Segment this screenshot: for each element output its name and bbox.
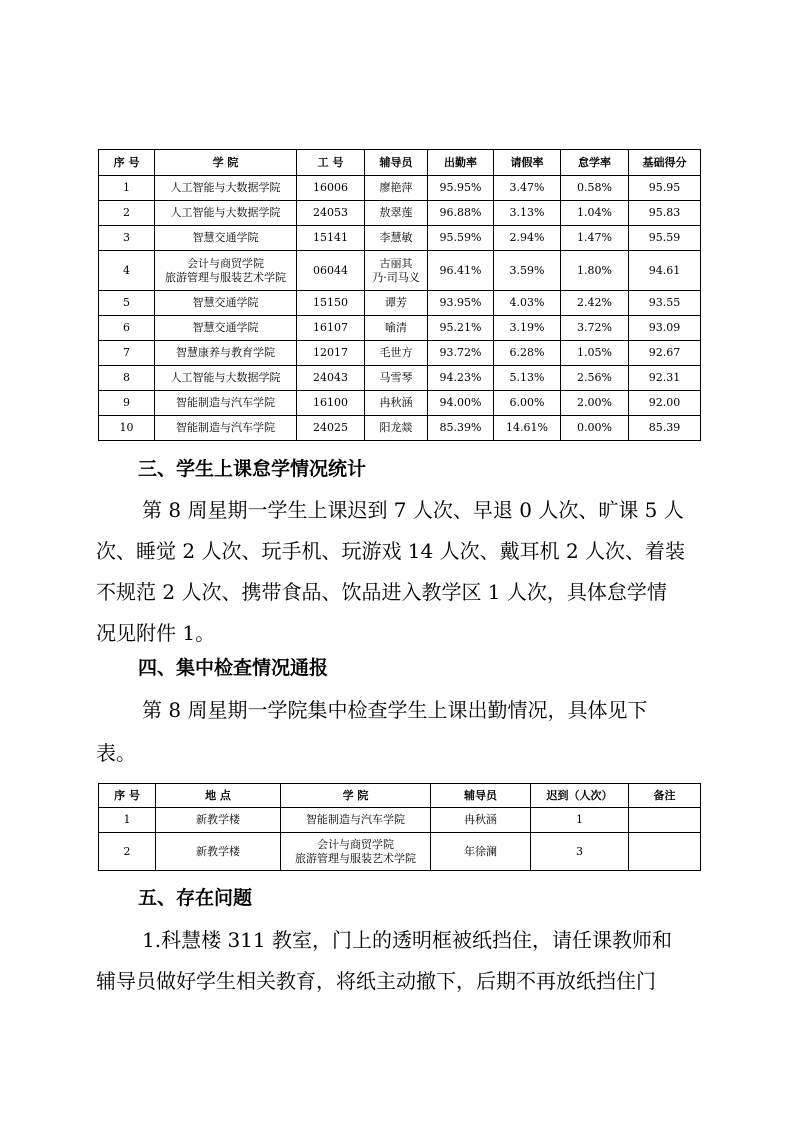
cell-leave: 3.59% [494, 251, 561, 291]
header-counselor: 辅导员 [431, 784, 531, 808]
cell-leave: 6.00% [494, 391, 561, 416]
section5-paragraph [96, 920, 706, 1002]
cell-no: 4 [99, 251, 155, 291]
section3-line1: 第 8 周星期一学生上课迟到 7 人次、早退 0 人次、旷课 5 人 [142, 498, 684, 522]
counselor-ranking-table [98, 149, 701, 441]
cell-truancy: 0.58% [561, 176, 629, 201]
header-late: 迟到（人次） [531, 784, 629, 808]
cell-leave: 3.47% [494, 176, 561, 201]
table-header-row [99, 784, 701, 808]
cell-attendance: 96.88% [428, 201, 494, 226]
header-college: 学 院 [155, 150, 297, 176]
section4-paragraph [96, 690, 706, 774]
section4-heading: 四、集中检查情况通报 [138, 657, 329, 679]
cell-score: 93.09 [629, 316, 701, 341]
cell-score: 94.61 [629, 251, 701, 291]
cell-attendance: 93.72% [428, 341, 494, 366]
cell-attendance: 93.95% [428, 291, 494, 316]
cell-attendance: 94.00% [428, 391, 494, 416]
section4-line2: 表。 [96, 741, 136, 765]
cell-college: 智慧交通学院 [155, 226, 297, 251]
header-leave: 请假率 [494, 150, 561, 176]
cell-counselor-line1: 古丽其 [379, 256, 413, 270]
inspection-table [98, 783, 701, 871]
cell-score: 95.95 [629, 176, 701, 201]
cell-counselor: 毛世方 [365, 341, 428, 366]
table-row [99, 341, 701, 366]
cell-leave: 3.19% [494, 316, 561, 341]
cell-attendance: 85.39% [428, 416, 494, 441]
cell-truancy: 2.00% [561, 391, 629, 416]
section3-paragraph [96, 490, 706, 654]
cell-college: 智慧交通学院 [155, 291, 297, 316]
section5-heading: 五、存在问题 [138, 887, 253, 909]
cell-college: 智能制造与汽车学院 [281, 808, 431, 833]
cell-attendance: 95.21% [428, 316, 494, 341]
table-header-row [99, 150, 701, 176]
cell-id: 16006 [297, 176, 365, 201]
section4-line1: 第 8 周星期一学院集中检查学生上课出勤情况，具体见下 [142, 698, 648, 722]
cell-counselor: 李慧敏 [365, 226, 428, 251]
header-score: 基础得分 [629, 150, 701, 176]
cell-no: 2 [99, 833, 156, 871]
header-attendance: 出勤率 [428, 150, 494, 176]
cell-id: 16100 [297, 391, 365, 416]
cell-college: 智能制造与汽车学院 [155, 416, 297, 441]
table-row [99, 201, 701, 226]
header-no: 序 号 [99, 150, 155, 176]
cell-id: 24043 [297, 366, 365, 391]
cell-truancy: 0.00% [561, 416, 629, 441]
cell-college: 人工智能与大数据学院 [155, 176, 297, 201]
cell-leave: 3.13% [494, 201, 561, 226]
cell-counselor [365, 251, 428, 291]
cell-id: 24053 [297, 201, 365, 226]
cell-note [629, 833, 701, 871]
cell-id: 06044 [297, 251, 365, 291]
cell-college: 人工智能与大数据学院 [155, 201, 297, 226]
cell-no: 10 [99, 416, 155, 441]
cell-leave: 4.03% [494, 291, 561, 316]
table-row [99, 391, 701, 416]
cell-id: 15150 [297, 291, 365, 316]
cell-college: 智能制造与汽车学院 [155, 391, 297, 416]
cell-late: 3 [531, 833, 629, 871]
cell-college: 智慧康养与教育学院 [155, 341, 297, 366]
cell-leave: 14.61% [494, 416, 561, 441]
cell-late: 1 [531, 808, 629, 833]
cell-score: 85.39 [629, 416, 701, 441]
cell-truancy: 1.80% [561, 251, 629, 291]
table-row [99, 291, 701, 316]
cell-id: 15141 [297, 226, 365, 251]
cell-score: 92.67 [629, 341, 701, 366]
cell-score: 95.83 [629, 201, 701, 226]
cell-truancy: 2.42% [561, 291, 629, 316]
cell-score: 95.59 [629, 226, 701, 251]
cell-place: 新教学楼 [156, 808, 281, 833]
cell-score: 92.00 [629, 391, 701, 416]
section5-line1: 1.科慧楼 311 教室，门上的透明框被纸挡住，请任课教师和 [142, 928, 672, 952]
cell-truancy: 3.72% [561, 316, 629, 341]
cell-no: 1 [99, 808, 156, 833]
cell-no: 6 [99, 316, 155, 341]
header-no: 序 号 [99, 784, 156, 808]
table-row [99, 833, 701, 871]
cell-college-line1: 会计与商贸学院 [317, 837, 394, 851]
cell-note [629, 808, 701, 833]
header-truancy: 怠学率 [561, 150, 629, 176]
cell-leave: 2.94% [494, 226, 561, 251]
cell-counselor: 冉秋涵 [365, 391, 428, 416]
cell-counselor: 马雪琴 [365, 366, 428, 391]
header-place: 地 点 [156, 784, 281, 808]
table-row [99, 366, 701, 391]
cell-no: 5 [99, 291, 155, 316]
cell-counselor-line2: 乃·司马义 [372, 270, 420, 284]
cell-no: 2 [99, 201, 155, 226]
section3-line4: 况见附件 1。 [96, 621, 216, 645]
cell-college [155, 251, 297, 291]
section3-heading: 三、学生上课怠学情况统计 [138, 458, 367, 480]
cell-leave: 6.28% [494, 341, 561, 366]
cell-counselor: 谭芳 [365, 291, 428, 316]
header-id: 工 号 [297, 150, 365, 176]
cell-counselor: 年徐澜 [431, 833, 531, 871]
cell-college-line2: 旅游管理与服装艺术学院 [165, 270, 286, 284]
cell-college: 智慧交通学院 [155, 316, 297, 341]
cell-attendance: 96.41% [428, 251, 494, 291]
cell-score: 92.31 [629, 366, 701, 391]
header-college: 学 院 [281, 784, 431, 808]
cell-counselor: 廖艳萍 [365, 176, 428, 201]
header-note: 备注 [629, 784, 701, 808]
table-row [99, 316, 701, 341]
cell-counselor: 喻清 [365, 316, 428, 341]
cell-attendance: 94.23% [428, 366, 494, 391]
cell-truancy: 2.56% [561, 366, 629, 391]
cell-college-line1: 会计与商贸学院 [187, 256, 264, 270]
table-row [99, 808, 701, 833]
cell-no: 8 [99, 366, 155, 391]
section5-line2: 辅导员做好学生相关教育，将纸主动撤下，后期不再放纸挡住门 [96, 969, 656, 993]
cell-id: 16107 [297, 316, 365, 341]
cell-counselor: 敖翠莲 [365, 201, 428, 226]
table-row [99, 251, 701, 291]
header-counselor: 辅导员 [365, 150, 428, 176]
cell-truancy: 1.05% [561, 341, 629, 366]
cell-id: 24025 [297, 416, 365, 441]
cell-attendance: 95.59% [428, 226, 494, 251]
cell-attendance: 95.95% [428, 176, 494, 201]
cell-counselor: 阳龙燚 [365, 416, 428, 441]
cell-truancy: 1.47% [561, 226, 629, 251]
cell-leave: 5.13% [494, 366, 561, 391]
cell-college [281, 833, 431, 871]
table-row [99, 416, 701, 441]
table-row [99, 176, 701, 201]
cell-college-line2: 旅游管理与服装艺术学院 [295, 851, 416, 865]
cell-no: 3 [99, 226, 155, 251]
cell-id: 12017 [297, 341, 365, 366]
cell-no: 9 [99, 391, 155, 416]
cell-counselor: 冉秋涵 [431, 808, 531, 833]
cell-truancy: 1.04% [561, 201, 629, 226]
cell-score: 93.55 [629, 291, 701, 316]
cell-place: 新教学楼 [156, 833, 281, 871]
cell-college: 人工智能与大数据学院 [155, 366, 297, 391]
cell-no: 1 [99, 176, 155, 201]
section3-line3: 不规范 2 人次、携带食品、饮品进入教学区 1 人次，具体怠学情 [96, 580, 667, 604]
section3-line2: 次、睡觉 2 人次、玩手机、玩游戏 14 人次、戴耳机 2 人次、着装 [96, 539, 686, 563]
cell-no: 7 [99, 341, 155, 366]
table-row [99, 226, 701, 251]
